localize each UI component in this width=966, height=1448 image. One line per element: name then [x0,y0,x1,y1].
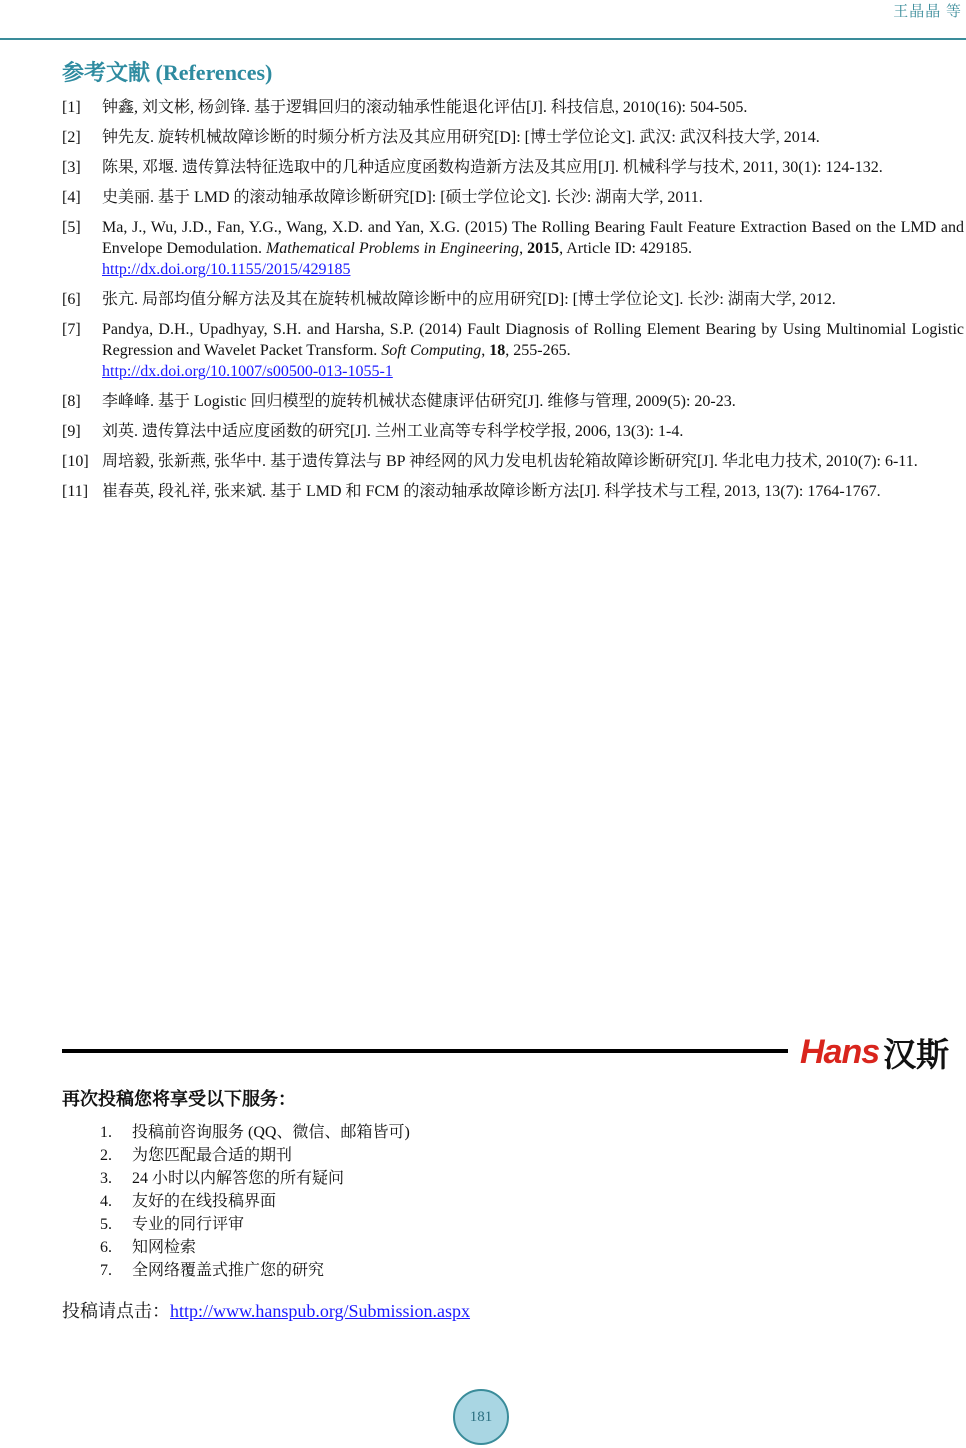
services-list [100,1121,410,1282]
service-number: 7. [100,1262,112,1279]
reference-number: [5] [62,219,81,236]
submission-label: 投稿请点击： [62,1301,170,1321]
reference-number: [10] [62,453,89,470]
reference-number: [3] [62,159,81,176]
reference-text: 刘英. 遗传算法中适应度函数的研究[J]. 兰州工业高等专科学校学报, 2006, 13(3): 1-4. [102,423,684,440]
reference-number: [4] [62,189,81,206]
page-number-badge [453,1389,509,1445]
service-text: 为您匹配最合适的期刊 [132,1147,293,1164]
service-number: 6. [100,1239,112,1256]
service-item [100,1190,410,1213]
service-number: 3. [100,1170,112,1187]
reference-text: Ma, J., Wu, J.D., Fan, Y.G., Wang, X.D. and Yan, X.G. (2015) The Rolling Bearing Fault Feature Extraction Based on the LMD and Envelope Demodulation. [102,219,964,257]
footer-rule [62,1049,788,1053]
reference-number: [8] [62,393,81,410]
journal-volume: 18 [489,342,506,359]
submission-line [62,1297,470,1323]
running-head: 王晶晶 等 [893,4,962,20]
logo-chinese: 汉斯 [883,1034,950,1074]
service-item [100,1259,410,1282]
reference-text: 陈果, 邓堰. 遗传算法特征选取中的几种适应度函数构造新方法及其应用[J]. 机械科学与技术, 2011, 30(1): 124-132. [102,159,883,176]
reference-item [62,157,964,178]
service-item [100,1144,410,1167]
reference-text: 周培毅, 张新燕, 张华中. 基于遗传算法与 BP 神经网的风力发电机齿轮箱故障诊断研究[J]. 华北电力技术, 2010(7): 6-11. [102,453,918,470]
reference-number: [2] [62,129,81,146]
service-text: 友好的在线投稿界面 [132,1193,277,1210]
reference-item [62,421,964,442]
reference-item [62,391,964,412]
reference-text: , Article ID: 429185. [559,240,692,257]
reference-text: 崔春英, 段礼祥, 张来斌. 基于 LMD 和 FCM 的滚动轴承故障诊断方法[J]. 科学技术与工程, 2013, 13(7): 1764-1767. [102,483,881,500]
service-number: 5. [100,1216,112,1233]
reference-text: , 255-265. [505,342,571,359]
reference-item [62,289,964,310]
reference-text: 李峰峰. 基于 Logistic 回归模型的旋转机械状态健康评估研究[J]. 维修与管理, 2009(5): 20-23. [102,393,736,410]
reference-number: [1] [62,99,81,116]
service-number: 2. [100,1147,112,1164]
reference-number: [6] [62,291,81,308]
service-text: 知网检索 [132,1239,197,1256]
reference-text: 史美丽. 基于 LMD 的滚动轴承故障诊断研究[D]: [硕士学位论文]. 长沙: 湖南大学, 2011. [102,189,703,206]
service-text: 全网络覆盖式推广您的研究 [132,1262,325,1279]
reference-number: [9] [62,423,81,440]
header-rule [0,38,966,40]
journal-name: Soft Computing [381,342,482,359]
reference-item [62,127,964,148]
service-number: 1. [100,1124,112,1141]
page-number: 181 [469,1408,493,1425]
reference-item [62,481,964,502]
doi-link[interactable]: http://dx.doi.org/10.1007/s00500-013-1055-1 [102,363,393,380]
reference-item [62,97,964,118]
service-item [100,1236,410,1259]
service-text: 24 小时以内解答您的所有疑问 [132,1170,345,1187]
services-title: 再次投稿您将享受以下服务： [62,1089,296,1109]
reference-text: Pandya, D.H., Upadhyay, S.H. and Harsha, S.P. (2014) Fault Diagnosis of Rolling Element Bearing by Using Multinomial Logistic Regression and Wavelet Packet Transform. [102,321,964,359]
journal-name: Mathematical Problems in Engineering [265,240,520,257]
service-text: 投稿前咨询服务 (QQ、微信、邮箱皆可) [132,1124,410,1141]
submission-link[interactable]: http://www.hanspub.org/Submission.aspx [170,1301,471,1321]
reference-text: 张亢. 局部均值分解方法及其在旋转机械故障诊断中的应用研究[D]: [博士学位论文]. 长沙: 湖南大学, 2012. [102,291,836,308]
journal-volume: 2015 [527,240,560,257]
service-item [100,1121,410,1144]
service-text: 专业的同行评审 [132,1216,245,1233]
hans-logo [800,1032,949,1072]
doi-link[interactable]: http://dx.doi.org/10.1155/2015/429185 [102,261,351,278]
logo-latin: Hans [800,1032,880,1071]
reference-text: 钟鑫, 刘文彬, 杨剑锋. 基于逻辑回归的滚动轴承性能退化评估[J]. 科技信息, 2010(16): 504-505. [102,99,748,116]
service-number: 4. [100,1193,112,1210]
reference-item [62,217,964,280]
reference-separator: , [519,240,528,257]
reference-item [62,319,964,382]
reference-list [62,97,964,511]
reference-number: [7] [62,321,81,338]
section-title: 参考文献 (References) [62,60,273,85]
reference-item [62,451,964,472]
reference-separator: , [481,342,490,359]
reference-text: 钟先友. 旋转机械故障诊断的时频分析方法及其应用研究[D]: [博士学位论文]. 武汉: 武汉科技大学, 2014. [102,129,820,146]
service-item [100,1167,410,1190]
service-item [100,1213,410,1236]
reference-number: [11] [62,483,89,500]
reference-item [62,187,964,208]
